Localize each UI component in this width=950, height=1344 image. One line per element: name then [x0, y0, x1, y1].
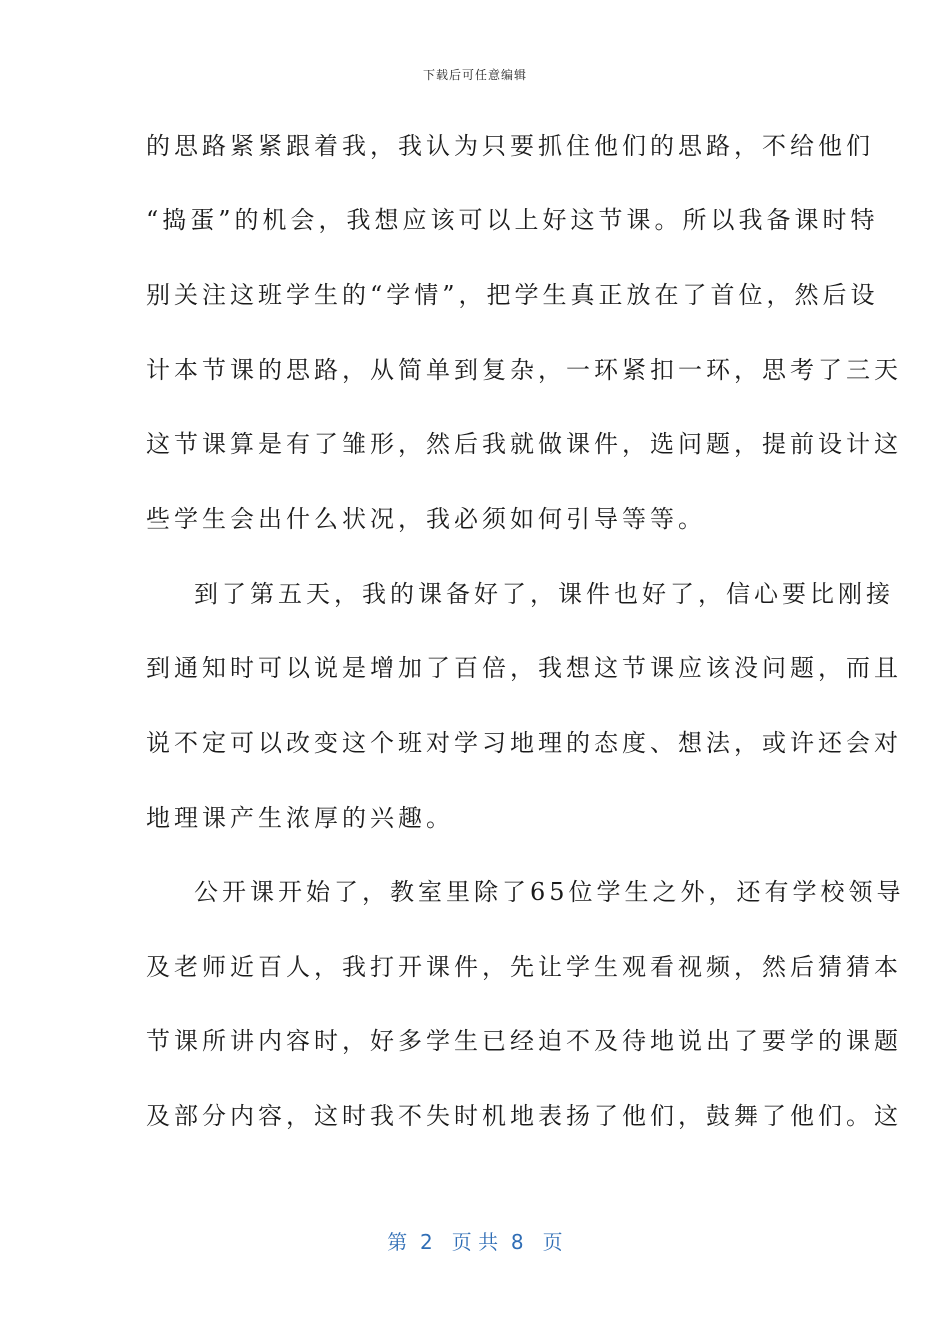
- text-line: 到通知时可以说是增加了百倍，我想这节课应该没问题，而且: [146, 654, 902, 682]
- header-note: 下载后可任意编辑: [422, 68, 527, 82]
- text-line: 地理课产生浓厚的兴趣。: [146, 804, 454, 832]
- text-line: 的思路紧紧跟着我，我认为只要抓住他们的思路，不给他们: [146, 132, 874, 160]
- paragraph-first-line: 公开课开始了，教室里除了65位学生之外，还有学校领导: [194, 878, 905, 906]
- text-line: “捣蛋”的机会，我想应该可以上好这节课。所以我备课时特: [146, 206, 879, 234]
- text-line: 些学生会出什么状况，我必须如何引导等等。: [146, 505, 706, 533]
- text-line: 说不定可以改变这个班对学习地理的态度、想法，或许还会对: [146, 729, 902, 757]
- paragraph-first-line: 到了第五天，我的课备好了，课件也好了，信心要比刚接: [194, 580, 894, 608]
- text-line: 这节课算是有了雏形，然后我就做课件，选问题，提前设计这: [146, 430, 902, 458]
- text-line: 别关注这班学生的“学情”，把学生真正放在了首位，然后设: [146, 281, 879, 309]
- text-line: 计本节课的思路，从简单到复杂，一环紧扣一环，思考了三天: [146, 356, 902, 384]
- text-line: 及部分内容，这时我不失时机地表扬了他们，鼓舞了他们。这: [146, 1102, 902, 1130]
- text-line: 及老师近百人，我打开课件，先让学生观看视频，然后猜猜本: [146, 953, 902, 981]
- text-line: 节课所讲内容时，好多学生已经迫不及待地说出了要学的课题: [146, 1027, 902, 1055]
- page-number: 第 2 页 共 8 页: [387, 1230, 563, 1254]
